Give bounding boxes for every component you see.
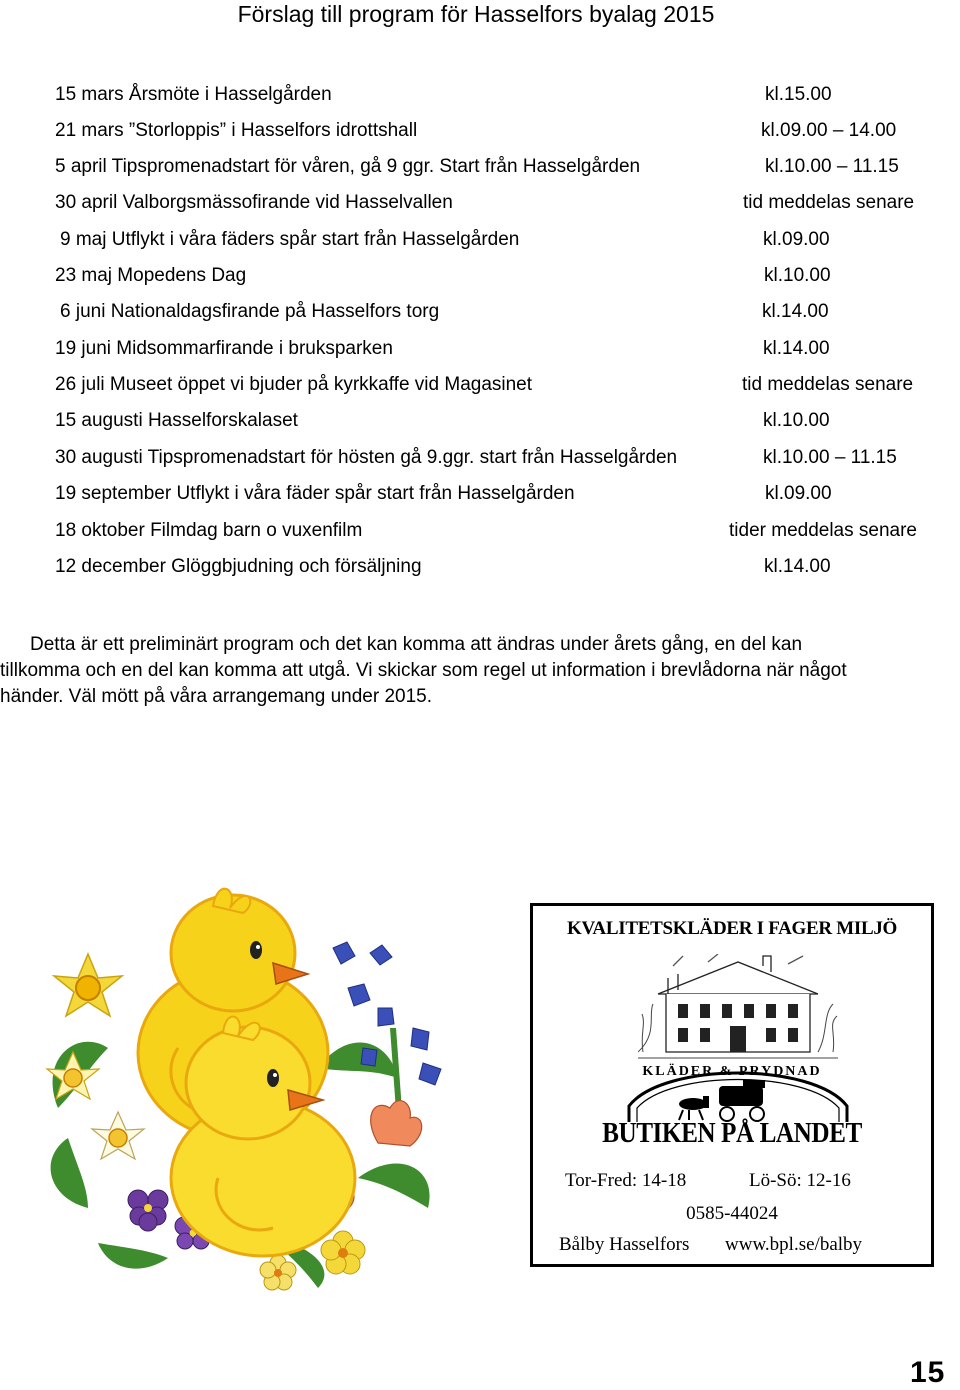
event-time: tider meddelas senare (729, 520, 917, 541)
event-name: 12 december Glöggbjudning och försäljning (55, 556, 422, 577)
easter-chicks-with-flowers-icon (18, 878, 478, 1298)
event-name: 30 april Valborgsmässofirande vid Hasselvallen (55, 192, 453, 213)
event-row (0, 409, 960, 433)
shop-location: Bålby Hasselfors (559, 1234, 690, 1255)
shop-advertisement (530, 903, 934, 1267)
shop-website: www.bpl.se/balby (725, 1234, 863, 1255)
event-row (0, 119, 960, 143)
event-name: 21 mars ”Storloppis” i Hasselfors idrottshall (55, 120, 418, 141)
event-time: kl.10.00 (763, 410, 830, 431)
event-name: 26 juli Museet öppet vi bjuder på kyrkkaffe vid Magasinet (55, 374, 533, 395)
event-time: kl.14.00 (764, 556, 831, 577)
manor-house-drawing-icon (638, 954, 838, 1062)
ad-headline: KVALITETSKLÄDER I FAGER MILJÖ (566, 918, 898, 939)
event-time: kl.10.00 – 11.15 (763, 447, 897, 468)
event-time: tid meddelas senare (743, 192, 915, 213)
event-time: kl.14.00 (762, 301, 829, 322)
event-row (0, 228, 960, 252)
event-name: 15 augusti Hasselforskalaset (55, 410, 298, 431)
phone-number: 0585-44024 (686, 1203, 778, 1224)
paragraph-line: tillkomma och en del kan komma att utgå. Vi skickar som regel ut information i brevlådorna när något (0, 660, 847, 681)
event-time: kl.10.00 (764, 265, 831, 286)
page-number: 15 (910, 1356, 946, 1389)
hours-weekend: Lö-Sö: 12-16 (749, 1170, 851, 1191)
event-name: 5 april Tipspromenadstart för våren, gå 9 ggr. Start från Hasselgården (55, 156, 641, 177)
event-row (0, 519, 960, 543)
event-name: 19 september Utflykt i våra fäder spår start från Hasselgården (55, 483, 575, 504)
event-name: 6 juni Nationaldagsfirande på Hasselfors torg (60, 301, 440, 322)
event-row (0, 155, 960, 179)
horse-carriage-icon (679, 1080, 765, 1121)
event-time: kl.09.00 (763, 229, 830, 250)
event-time: kl.14.00 (763, 338, 830, 359)
event-row (0, 482, 960, 506)
event-row (0, 264, 960, 288)
event-time: tid meddelas senare (742, 374, 914, 395)
event-row (0, 446, 960, 470)
paragraph-line: händer. Väl mött på våra arrangemang under 2015. (0, 686, 433, 707)
event-time: kl.09.00 (765, 483, 832, 504)
event-name: 30 augusti Tipspromenadstart för hösten gå 9.ggr. start från Hasselgården (55, 447, 678, 468)
event-row (0, 83, 960, 107)
event-row (0, 191, 960, 215)
event-time: kl.09.00 – 14.00 (761, 120, 897, 141)
event-name: 15 mars Årsmöte i Hasselgården (55, 84, 332, 105)
event-name: 9 maj Utflykt i våra fäders spår start från Hasselgården (60, 229, 520, 250)
hours-weekday: Tor-Fred: 14-18 (565, 1170, 687, 1191)
event-row (0, 555, 960, 579)
event-name: 18 oktober Filmdag barn o vuxenfilm (55, 520, 363, 541)
event-time: kl.15.00 (765, 84, 832, 105)
event-row (0, 300, 960, 324)
event-name: 19 juni Midsommarfirande i bruksparken (55, 338, 393, 359)
page-title: Förslag till program för Hasselfors byalag 2015 (237, 1, 715, 27)
shop-brand-name: BUTIKEN PÅ LANDET (602, 1118, 862, 1149)
info-paragraph (0, 632, 950, 710)
ad-arc-text: KLÄDER & PRYDNAD (642, 1064, 822, 1079)
event-row (0, 337, 960, 361)
paragraph-line: Detta är ett preliminärt program och det kan komma att ändras under årets gång, en del kan (30, 634, 803, 655)
event-time: kl.10.00 – 11.15 (765, 156, 899, 177)
event-row (0, 373, 960, 397)
event-name: 23 maj Mopedens Dag (55, 265, 247, 286)
